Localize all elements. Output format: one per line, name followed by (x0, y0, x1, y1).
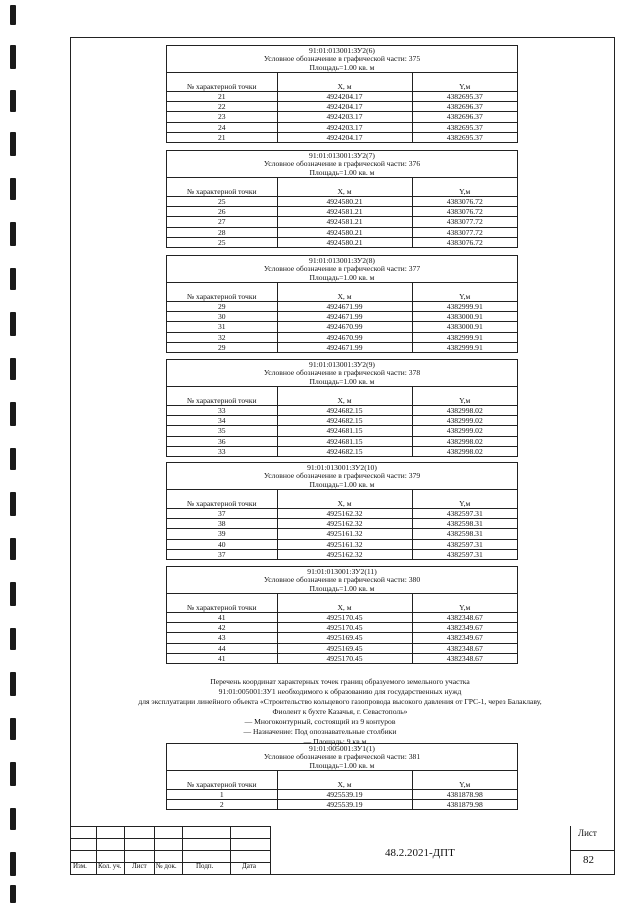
point-number: 21 (167, 133, 277, 143)
table-row (167, 332, 517, 342)
col-header-y: Y,м (412, 594, 517, 612)
point-number: 43 (167, 633, 277, 643)
point-number: 44 (167, 643, 277, 653)
list-heading (120, 677, 560, 747)
table-row (167, 91, 517, 101)
y-coordinate: 4383076.72 (446, 238, 483, 248)
table-header-row (167, 387, 517, 405)
x-coordinate: 4924581.21 (277, 206, 412, 216)
x-coordinate: 4924580.21 (277, 227, 412, 237)
area-label: Площадь=1.00 кв. м (309, 376, 375, 386)
section-header (167, 463, 517, 490)
x-coordinate: 4924671.99 (277, 311, 412, 321)
cadastral-number: 91:01:013001:ЗУ2(6) (309, 46, 375, 55)
table-header-row (167, 178, 517, 196)
table-row (167, 343, 517, 353)
cadastral-number: 91:01:013001:ЗУ2(7) (309, 151, 375, 160)
list-line: — Многоконтурный, состоящий из 9 контуров (244, 717, 396, 726)
legend-label: Условное обозначение в графической части: 380 (263, 575, 421, 585)
point-number: 31 (167, 322, 277, 332)
x-coordinate: 4925170.45 (277, 622, 412, 632)
table-row (167, 112, 517, 122)
x-coordinate: 4925539.19 (277, 799, 412, 809)
col-header-y: Y,м (412, 771, 517, 789)
y-coordinate: 4382349.67 (412, 622, 517, 632)
col-header-x: X, м (277, 387, 412, 405)
legend-label: Условное обозначение в графической части: 378 (263, 368, 421, 378)
x-coordinate: 4924682.15 (277, 415, 412, 425)
x-coordinate: 4924671.99 (277, 301, 412, 311)
area-label: Площадь=1.00 кв. м (309, 479, 375, 489)
y-coordinate: 4382597.31 (412, 508, 517, 518)
table-row (167, 612, 517, 622)
x-coordinate: 4924681.15 (277, 426, 412, 436)
legend-label: Условное обозначение в графической части: 381 (263, 752, 421, 762)
stamp-label-doc: № док. (156, 862, 177, 870)
point-number: 39 (167, 529, 277, 539)
table-row (167, 415, 517, 425)
section-header (167, 744, 517, 771)
cadastral-number: 91:01:013001:ЗУ2(8) (309, 256, 375, 265)
table-row (167, 633, 517, 643)
point-number: 1 (167, 789, 277, 799)
table-row (167, 301, 517, 311)
coordinate-table (167, 283, 517, 352)
y-coordinate: 4383000.91 (412, 311, 517, 321)
coordinate-table (167, 594, 517, 663)
y-coordinate: 4381878.98 (412, 789, 517, 799)
point-number: 41 (167, 654, 277, 664)
point-number: 42 (167, 622, 277, 632)
point-number: 24 (167, 122, 277, 132)
point-number: 22 (167, 101, 277, 111)
coordinate-section (166, 150, 518, 248)
x-coordinate: 4924580.21 (277, 238, 412, 248)
col-header-num: № характерной точки (167, 178, 277, 196)
x-coordinate: 4924670.99 (277, 322, 412, 332)
point-number: 30 (167, 311, 277, 321)
table-row (167, 405, 517, 415)
table-header-row (167, 73, 517, 91)
sheet-label: Лист (578, 828, 597, 838)
col-header-num: № характерной точки (167, 73, 277, 91)
table-row (167, 622, 517, 632)
point-number: 35 (167, 426, 277, 436)
table-row (167, 799, 517, 809)
point-number: 34 (167, 415, 277, 425)
cadastral-number: 91:01:013001:ЗУ2(9) (309, 360, 375, 369)
legend-label: Условное обозначение в графической части: 377 (263, 264, 421, 274)
stamp-label-date: Дата (242, 862, 256, 870)
table-row (167, 436, 517, 446)
stamp-label-sign: Подп. (196, 862, 214, 870)
table-row (167, 654, 517, 664)
table-row (167, 122, 517, 132)
legend-label: Условное обозначение в графической части: 375 (263, 54, 421, 64)
table-header-row (167, 594, 517, 612)
table-row (167, 133, 517, 143)
y-coordinate: 4382695.37 (446, 133, 483, 143)
list-line: — Площадь: 9 кв.м (303, 737, 367, 746)
cadastral-number: 91:01:013001:ЗУ2(11) (307, 567, 377, 576)
point-number: 37 (167, 508, 277, 518)
area-label: Площадь=1.00 кв. м (309, 62, 375, 72)
col-header-x: X, м (277, 490, 412, 508)
y-coordinate: 4382998.02 (412, 405, 517, 415)
col-header-num: № характерной точки (167, 771, 277, 789)
y-coordinate: 4382598.31 (412, 518, 517, 528)
table-header-row (167, 283, 517, 301)
legend-label: Условное обозначение в графической части: 379 (263, 471, 421, 481)
x-coordinate: 4924203.17 (277, 112, 412, 122)
area-label: Площадь=1.00 кв. м (309, 583, 375, 593)
x-coordinate: 4925162.32 (277, 508, 412, 518)
table-row (167, 238, 517, 248)
coordinate-section (166, 566, 518, 664)
y-coordinate: 4382348.67 (412, 643, 517, 653)
x-coordinate: 4925161.32 (277, 539, 412, 549)
point-number: 2 (167, 799, 277, 809)
col-header-num: № характерной точки (167, 283, 277, 301)
y-coordinate: 4382695.37 (412, 91, 517, 101)
col-header-y: Y,м (412, 283, 517, 301)
point-number: 21 (167, 91, 277, 101)
table-row (167, 508, 517, 518)
col-header-x: X, м (277, 178, 412, 196)
table-row (167, 101, 517, 111)
y-coordinate: 4383077.72 (412, 217, 517, 227)
table-row (167, 789, 517, 799)
area-label: Площадь=1.00 кв. м (309, 272, 375, 282)
stamp-label-izm: Изм. (73, 862, 87, 870)
stamp-label-list: Лист (132, 862, 147, 870)
point-number: 23 (167, 112, 277, 122)
list-line: Фиолент к бухте Казачья, г. Севастополь» (272, 707, 408, 716)
coordinate-section (166, 462, 518, 560)
col-header-y: Y,м (412, 490, 517, 508)
y-coordinate: 4382349.67 (412, 633, 517, 643)
section-header (167, 567, 517, 594)
section-header (167, 360, 517, 387)
y-coordinate: 4383077.72 (412, 227, 517, 237)
y-coordinate: 4382598.31 (412, 529, 517, 539)
point-number: 38 (167, 518, 277, 528)
y-coordinate: 4382999.91 (412, 332, 517, 342)
table-row (167, 217, 517, 227)
point-number: 25 (167, 238, 277, 248)
table-row (167, 643, 517, 653)
point-number: 26 (167, 206, 277, 216)
x-coordinate: 4924204.17 (277, 133, 412, 143)
list-line: 91:01:005001:ЗУ1 необходимого к образованию для государственных нужд (218, 687, 462, 696)
y-coordinate: 4382999.02 (412, 426, 517, 436)
table-row (167, 518, 517, 528)
point-number: 27 (167, 217, 277, 227)
point-number: 28 (167, 227, 277, 237)
x-coordinate: 4925170.45 (277, 654, 412, 664)
x-coordinate: 4924204.17 (277, 91, 412, 101)
section-header (167, 151, 517, 178)
x-coordinate: 4925539.19 (277, 789, 412, 799)
col-header-x: X, м (277, 283, 412, 301)
col-header-x: X, м (277, 594, 412, 612)
stamp-label-kol: Кол. уч. (98, 862, 122, 870)
legend-label: Условное обозначение в графической части: 376 (263, 159, 421, 169)
point-number: 40 (167, 539, 277, 549)
y-coordinate: 4382999.91 (412, 301, 517, 311)
section-header (167, 256, 517, 283)
x-coordinate: 4924670.99 (277, 332, 412, 342)
coordinate-table (167, 178, 517, 247)
x-coordinate: 4925169.45 (277, 643, 412, 653)
area-label: Площадь=1.00 кв. м (309, 167, 375, 177)
table-row (167, 311, 517, 321)
table-row (167, 206, 517, 216)
y-coordinate: 4383000.91 (412, 322, 517, 332)
table-header-row (167, 490, 517, 508)
coordinate-section (166, 743, 518, 810)
coordinate-table (167, 387, 517, 456)
y-coordinate: 4382597.31 (446, 550, 483, 560)
x-coordinate: 4925162.32 (277, 518, 412, 528)
sheet-number: 82 (583, 854, 594, 866)
point-number: 32 (167, 332, 277, 342)
y-coordinate: 4382597.31 (412, 539, 517, 549)
y-coordinate: 4382696.37 (412, 112, 517, 122)
document-code: 48.2.2021-ДПТ (385, 847, 455, 859)
y-coordinate: 4382695.37 (412, 122, 517, 132)
x-coordinate: 4925161.32 (277, 529, 412, 539)
table-row (167, 196, 517, 206)
coordinate-section (166, 255, 518, 353)
area-label: Площадь=1.00 кв. м (309, 760, 375, 770)
y-coordinate: 4381879.98 (446, 800, 483, 810)
x-coordinate: 4924671.99 (277, 343, 412, 353)
x-coordinate: 4924580.21 (277, 196, 412, 206)
table-row (167, 539, 517, 549)
y-coordinate: 4382998.02 (446, 447, 483, 457)
col-header-num: № характерной точки (167, 387, 277, 405)
x-coordinate: 4924681.15 (277, 436, 412, 446)
x-coordinate: 4925169.45 (277, 633, 412, 643)
col-header-y: Y,м (412, 387, 517, 405)
x-coordinate: 4924581.21 (277, 217, 412, 227)
coordinate-section (166, 359, 518, 457)
y-coordinate: 4382696.37 (412, 101, 517, 111)
point-number: 29 (167, 301, 277, 311)
coordinate-section (166, 45, 518, 143)
table-row (167, 227, 517, 237)
y-coordinate: 4382348.67 (412, 612, 517, 622)
y-coordinate: 4382998.02 (412, 436, 517, 446)
section-header (167, 46, 517, 73)
list-line: Перечень координат характерных точек границ образуемого земельного участка (210, 677, 470, 686)
y-coordinate: 4382999.02 (412, 415, 517, 425)
x-coordinate: 4924204.17 (277, 101, 412, 111)
point-number: 25 (167, 196, 277, 206)
col-header-num: № характерной точки (167, 594, 277, 612)
x-coordinate: 4925170.45 (277, 612, 412, 622)
point-number: 33 (167, 447, 277, 457)
cadastral-number: 91:01:013001:ЗУ2(10) (307, 463, 377, 472)
y-coordinate: 4383076.72 (412, 206, 517, 216)
table-header-row (167, 771, 517, 789)
list-line: — Назначение: Под опознавательные столбики (243, 727, 397, 736)
x-coordinate: 4924682.15 (277, 447, 412, 457)
table-row (167, 322, 517, 332)
col-header-y: Y,м (412, 73, 517, 91)
col-header-num: № характерной точки (167, 490, 277, 508)
y-coordinate: 4382999.91 (446, 343, 483, 353)
point-number: 29 (167, 343, 277, 353)
cadastral-number: 91:01:005001:ЗУ1(1) (309, 744, 375, 753)
col-header-y: Y,м (412, 178, 517, 196)
x-coordinate: 4924203.17 (277, 122, 412, 132)
x-coordinate: 4925162.32 (277, 550, 412, 560)
col-header-x: X, м (277, 73, 412, 91)
table-row (167, 426, 517, 436)
title-block (70, 826, 615, 875)
point-number: 37 (167, 550, 277, 560)
coordinate-table (167, 771, 517, 809)
coordinate-table (167, 490, 517, 559)
x-coordinate: 4924682.15 (277, 405, 412, 415)
coordinate-table (167, 73, 517, 142)
list-line: для эксплуатации линейного объекта «Строительство кольцевого газопровода высокого давления от ГРС-1, через Балаклаву, (138, 697, 542, 706)
table-row (167, 550, 517, 560)
y-coordinate: 4382348.67 (446, 654, 483, 664)
table-row (167, 529, 517, 539)
col-header-x: X, м (277, 771, 412, 789)
point-number: 36 (167, 436, 277, 446)
table-row (167, 447, 517, 457)
binding-marks (10, 0, 20, 905)
y-coordinate: 4383076.72 (412, 196, 517, 206)
point-number: 33 (167, 405, 277, 415)
point-number: 41 (167, 612, 277, 622)
